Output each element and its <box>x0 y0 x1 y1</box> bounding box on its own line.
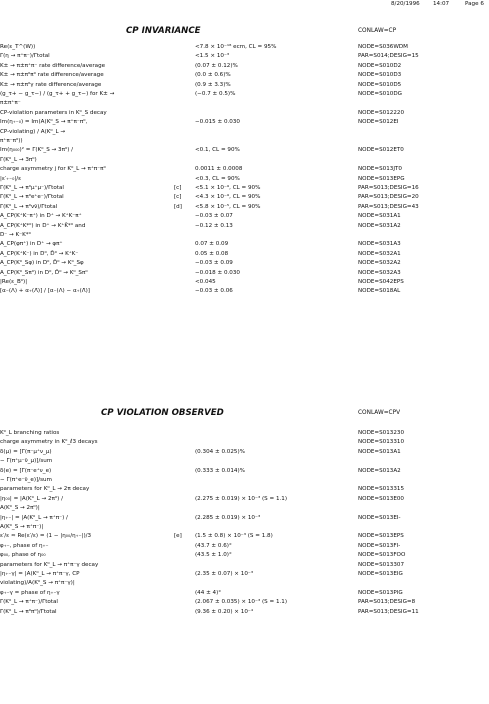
entry-label: π±π⁺π⁻ <box>0 100 21 107</box>
entry-label: violating)/A(K⁰_S → π⁺π⁻γ)| <box>0 580 75 587</box>
entry-label: δ(μ) = [Γ(π⁻μ⁺ν_μ) <box>0 448 52 455</box>
entry-value: −0.018 ± 0.030 <box>195 269 240 276</box>
entry-node-code: NODE=S010D2 <box>358 62 402 69</box>
header-page: Page 6 <box>465 1 484 7</box>
entry-value: −0.12 ± 0.13 <box>195 222 233 229</box>
entry-label: Γ(K⁰_L → π⁰e⁺e⁻)/Γtotal <box>0 194 64 201</box>
entry-value: 0.05 ± 0.08 <box>195 250 229 257</box>
entry-label: δ(e) = [Γ(π⁻e⁺ν_e) <box>0 467 52 474</box>
entry-label: A(K⁰_S → π⁺π⁻)| <box>0 524 44 530</box>
entry-node-code: PAR=S013;DESIG=16 <box>358 185 419 191</box>
entry-node-code: NODE=S013EI- <box>358 514 401 521</box>
entry-value: (43.7 ± 0.6)° <box>195 542 232 549</box>
entry-node-code: PAR=S013;DESIG=20 <box>358 194 419 201</box>
entry-value: <5.8 × 10⁻⁵, CL = 90% <box>195 203 261 210</box>
entry-node-code: NODE=S018AL <box>358 288 401 295</box>
entry-value: (0.0 ± 0.6)% <box>195 72 231 79</box>
entry-label: Re(ε_T^(W)) <box>0 44 36 50</box>
section-code-cp-violation-observed: CONLAW=CPV <box>358 410 401 416</box>
section-title-cp-violation-observed: CP VIOLATION OBSERVED <box>101 408 224 418</box>
entry-value: 0.07 ± 0.09 <box>195 241 229 248</box>
entry-label: CP-violation parameters in K⁰_S decay <box>0 109 107 116</box>
entry-value: (43.5 ± 1.0)° <box>195 552 232 559</box>
entry-node-code: PAR=S013;DESIG=8 <box>358 599 416 606</box>
entry-value: <0.1, CL = 90% <box>195 147 240 154</box>
entry-label: [α₋(Λ) + α₊(Λ̄)] / [α₋(Λ) − α₊(Λ̄)] <box>0 288 90 295</box>
entry-node-code: NODE=S010DG <box>358 91 402 97</box>
entry-node-code: NODE=S013PIG <box>358 589 403 596</box>
entry-value: (9.36 ± 0.20) × 10⁻⁴ <box>195 608 254 615</box>
entry-node-code: NODE=S013A1 <box>358 448 401 455</box>
entry-label: A(K⁰_S → 2π⁰)| <box>0 505 40 512</box>
entry-label: A_CP(K⁰_Sφ) in D⁰, D̄⁰ → K⁰_Sφ <box>0 260 84 267</box>
entry-footnote: [d] <box>174 203 182 210</box>
entry-node-code: NODE=S010D5 <box>358 81 402 88</box>
entry-node-code: NODE=S013310 <box>358 439 405 446</box>
entry-label: CP-violating) / A(K⁰_L → <box>0 128 66 135</box>
entry-value: −0.03 ± 0.07 <box>195 213 233 220</box>
entry-node-code: NODE=S013307 <box>358 561 405 568</box>
entry-node-code: NODE=S032A2 <box>358 260 401 267</box>
section-title-cp-invariance: CP INVARIANCE <box>126 26 201 36</box>
entry-label: charge asymmetry j for K⁰_L → π⁺π⁻π⁰ <box>0 166 106 173</box>
entry-node-code: NODE=S031A2 <box>358 222 401 229</box>
entry-value: <5.1 × 10⁻⁹, CL = 90% <box>195 185 261 191</box>
entry-value: <1.5 × 10⁻³ <box>195 53 230 60</box>
entry-label: |Re(ε_B⁰)| <box>0 279 28 285</box>
entry-node-code: NODE=S013JT0 <box>358 166 402 173</box>
entry-value: (2.285 ± 0.019) × 10⁻³ <box>195 514 261 521</box>
entry-value: (0.333 ± 0.014)% <box>195 467 245 474</box>
entry-label: Γ(K⁰_L → π⁰μ⁺μ⁻)/Γtotal <box>0 185 64 191</box>
entry-node-code: NODE=S013A2 <box>358 467 401 474</box>
entry-node-code: PAR=S013;DESIG=11 <box>358 608 419 615</box>
entry-label: φ₀₀, phase of η₀₀ <box>0 552 46 559</box>
entry-value: (2.35 ± 0.07) × 10⁻³ <box>195 571 254 577</box>
entry-label: Γ(η → π⁺π⁻)/Γtotal <box>0 53 50 60</box>
entry-value: −0.03 ± 0.06 <box>195 288 233 295</box>
entry-node-code: NODE=S013EPG <box>358 175 405 182</box>
entry-label: |ε′₊₋₀|/ε <box>0 175 22 182</box>
entry-label: |η₊₋γ| = |A(K⁰_L → π⁺π⁻γ, CP <box>0 571 80 577</box>
entry-label: parameters for K⁰_L → π⁺π⁻γ decay <box>0 561 99 568</box>
entry-label: Γ(K⁰_L → 3π⁰) <box>0 156 37 163</box>
entry-value: (1.5 ± 0.8) × 10⁻³ (S = 1.8) <box>195 533 273 540</box>
entry-label: Γ(K⁰_L → π⁺π⁻)/Γtotal <box>0 599 58 606</box>
entry-label: (g_τ+ − g_τ−) / (g_τ+ + g_τ−) for K± → <box>0 91 115 97</box>
entry-footnote: [e] <box>174 533 182 540</box>
entry-node-code: NODE=S013230 <box>358 430 405 436</box>
entry-label: K± → π±π⁰π⁰ rate difference/average <box>0 72 104 79</box>
entry-value: <7.8 × 10⁻¹⁸ ecm, CL = 95% <box>195 44 277 50</box>
entry-label: |η₀₀| = |A(K⁰_L → 2π⁰) / <box>0 495 64 502</box>
entry-value: 0.0011 ± 0.0008 <box>195 166 243 173</box>
entry-label: K± → π±π⁰γ rate difference/average <box>0 81 102 88</box>
entry-node-code: NODE=S013E00 <box>358 495 404 502</box>
entry-node-code: NODE=S032A3 <box>358 269 401 276</box>
entry-value: (2.067 ± 0.035) × 10⁻³ (S = 1.1) <box>195 599 288 606</box>
entry-value: <0.045 <box>195 279 216 285</box>
entry-node-code: NODE=S012220 <box>358 109 405 116</box>
entry-node-code: NODE=S032A1 <box>358 250 401 257</box>
entry-node-code: PAR=S013;DESIG=43 <box>358 203 419 210</box>
entry-label: Γ(K⁰_L → π⁰π⁰)/Γtotal <box>0 608 57 615</box>
entry-node-code: NODE=S031A3 <box>358 241 401 248</box>
entry-value: (0.304 ± 0.025)% <box>195 448 245 455</box>
entry-label: A_CP(K⁺K*⁰) in D⁺ → K⁺K̄*⁰ and <box>0 222 86 229</box>
entry-label: |η₊₋| = |A(K⁰_L → π⁺π⁻) / <box>0 514 68 521</box>
entry-label: φ₊₋γ = phase of η₊₋γ <box>0 589 60 596</box>
entry-node-code: NODE=S010D3 <box>358 72 402 79</box>
entry-label: K± → π±π⁺π⁻ rate difference/average <box>0 62 106 69</box>
entry-value: (−0.7 ± 0.5)% <box>195 91 236 97</box>
entry-footnote: [c] <box>174 194 182 201</box>
entry-label: φ₊₋, phase of η₊₋ <box>0 542 49 549</box>
entry-node-code: NODE=S012EI <box>358 119 399 126</box>
entry-value: (0.9 ± 3.3)% <box>195 81 231 88</box>
entry-value: (0.07 ± 0.12)% <box>195 62 238 69</box>
entry-label: D⁻ → K⁻K*⁰ <box>0 232 31 238</box>
entry-label: Γ(K⁰_L → π⁰νν̄)/Γtotal <box>0 203 58 210</box>
entry-value: <0.3, CL = 90% <box>195 175 240 182</box>
entry-label: ε′/ε ≈ Re(ε′/ε) = (1 − |η₀₀/η₊₋|)/3 <box>0 533 92 540</box>
entry-node-code: PAR=S014;DESIG=15 <box>358 53 419 60</box>
entry-node-code: NODE=S013EPS <box>358 533 404 540</box>
entry-value: (44 ± 4)° <box>195 589 222 596</box>
entry-node-code: NODE=S031A1 <box>358 213 401 220</box>
entry-label: parameters for K⁰_L → 2π decay <box>0 486 90 493</box>
entry-node-code: NODE=S036WDM <box>358 44 409 50</box>
entry-node-code: NODE=S012ET0 <box>358 147 404 154</box>
section-code-cp-invariance: CONLAW=CP <box>358 28 397 34</box>
header-time: 14:07 <box>433 1 450 7</box>
entry-footnote: [c] <box>174 185 182 191</box>
entry-label: A_CP(K⁺K⁻) in D⁰, D̄⁰ → K⁺K⁻ <box>0 250 79 257</box>
entry-value: (2.275 ± 0.019) × 10⁻³ (S = 1.1) <box>195 495 288 502</box>
entry-label: − Γ(π⁺μ⁻ν̄_μ)]/sum <box>0 458 53 465</box>
entry-label: π⁺π⁻π⁰)) <box>0 138 23 144</box>
entry-label: Im(η₀₀₀)² = Γ(K⁰_S → 3π⁰) / <box>0 147 74 154</box>
entry-node-code: NODE=S013FI- <box>358 542 401 549</box>
entry-label: K⁰_L branching ratios <box>0 430 60 436</box>
entry-value: −0.03 ± 0.09 <box>195 260 233 267</box>
entry-node-code: NODE=S013FOO <box>358 552 406 559</box>
header-date: 8/20/1996 <box>391 1 420 7</box>
entry-value: <4.3 × 10⁻⁹, CL = 90% <box>195 194 261 201</box>
entry-value: −0.015 ± 0.030 <box>195 119 240 126</box>
entry-label: charge asymmetry in K⁰_ℓ3 decays <box>0 439 98 446</box>
entry-label: Im(η₊₋₀) = Im(A(K⁰_S → π⁺π⁻π⁰, <box>0 119 88 126</box>
entry-label: A_CP(K⁺K⁻π⁺) in D⁺ → K⁺K⁻π⁺ <box>0 213 82 220</box>
entry-node-code: NODE=S013EIG <box>358 571 403 577</box>
entry-label: A_CP(φπ⁺) in D⁺ → φπ⁺ <box>0 241 63 248</box>
entry-label: − Γ(π⁺e⁻ν̄_e)]/sum <box>0 477 52 483</box>
entry-node-code: NODE=S013315 <box>358 486 405 493</box>
entry-label: A_CP(K⁰_Sπ⁰) in D⁰, D̄⁰ → K⁰_Sπ⁰ <box>0 269 88 276</box>
entry-node-code: NODE=S042EPS <box>358 279 404 285</box>
